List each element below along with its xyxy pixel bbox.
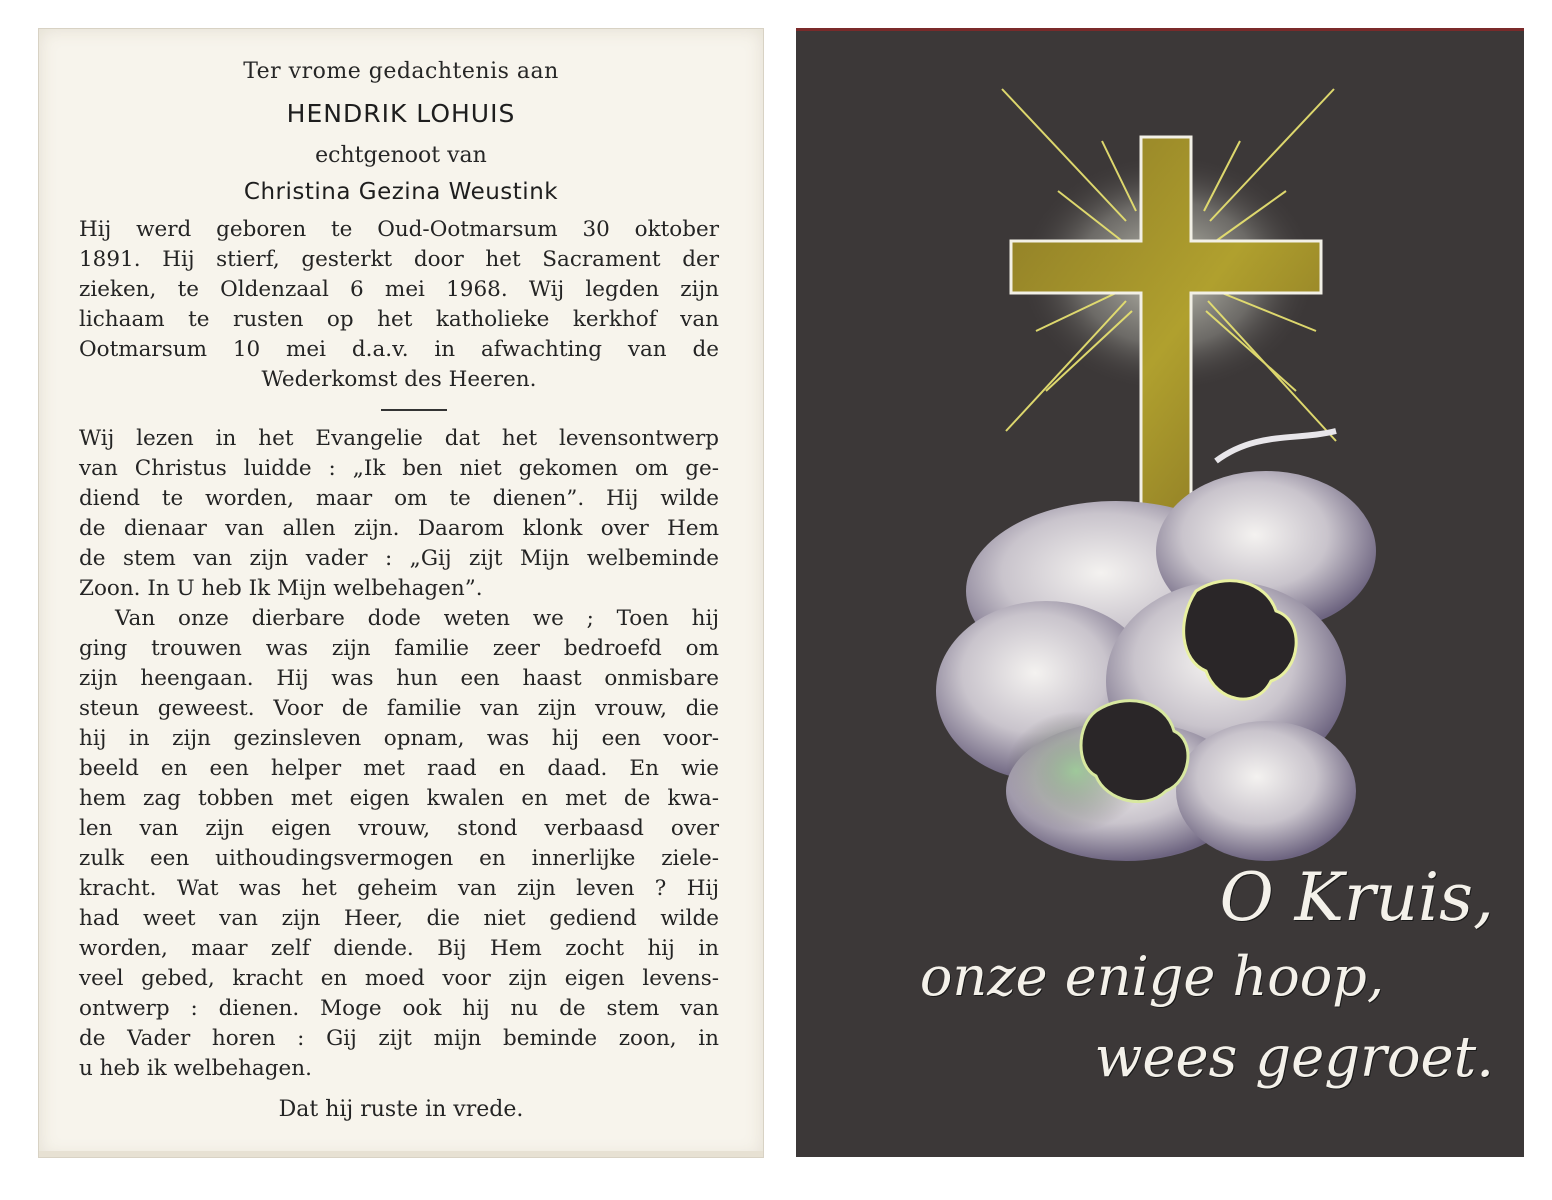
body-line: Zoon. In U heb Ik Mijn welbehagen”. <box>79 576 483 601</box>
body-line: de dienaar van allen zijn. Daarom klonk over Hem <box>79 516 719 541</box>
spouse-name: Christina Gezina Weustink <box>243 179 559 205</box>
body-line: diend te worden, maar om te dienen”. Hij wilde <box>79 486 719 511</box>
closing-line: Dat hij ruste in vrede. <box>278 1097 524 1122</box>
bio-line: Hij werd geboren te Oud-Ootmarsum 30 oktober <box>79 217 719 242</box>
body-line: steun geweest. Voor de familie van zijn vrouw, die <box>79 696 719 721</box>
body-line: u heb ik welbehagen. <box>79 1056 312 1081</box>
deceased-name: HENDRIK LOHUIS <box>286 99 516 128</box>
body-line: ontwerp : dienen. Moge ook hij nu de stem van <box>79 996 719 1021</box>
body-line: van Christus luidde : „Ik ben niet gekomen om ge- <box>79 456 719 481</box>
card-edge <box>39 1151 763 1157</box>
body-line: Van onze dierbare dode weten we ; Toen hij <box>115 606 719 631</box>
body-line: hij in zijn gezinsleven opnam, was hij een voor- <box>79 726 719 751</box>
bio-line: 1891. Hij stierf, gesterkt door het Sacrament der <box>79 247 719 272</box>
reflection-paragraph <box>79 424 719 1084</box>
verse-line-2: onze enige hoop, <box>919 945 1384 1008</box>
verse-line-1: O Kruis, <box>1219 859 1494 936</box>
body-line: beeld en een helper met raad en daad. En wie <box>79 756 719 781</box>
bio-line: Ootmarsum 10 mei d.a.v. in afwachting van de <box>79 337 719 362</box>
body-line: de Vader horen : Gij zijt mijn beminde zoon, in <box>79 1026 719 1051</box>
body-line: zijn heengaan. Hij was hun een haast onmisbare <box>79 666 719 691</box>
body-line: zulk een uithoudingsvermogen en innerlijke ziele- <box>79 846 719 871</box>
devotional-image-card <box>796 28 1524 1157</box>
biography-paragraph <box>79 215 719 395</box>
body-line: had weet van zijn Heer, die niet gediend wilde <box>79 906 719 931</box>
bio-line: Wederkomst des Heeren. <box>261 367 537 392</box>
body-line: kracht. Wat was het geheim van zijn leven ? Hij <box>79 876 719 901</box>
verse-line-3: wees gegroet. <box>1094 1025 1494 1090</box>
divider-rule <box>381 409 447 411</box>
body-line: ging trouwen was zijn familie zeer bedroefd om <box>79 636 719 661</box>
memorial-text-card <box>38 28 764 1158</box>
body-line: hem zag tobben met eigen kwalen en met de kwa- <box>79 786 719 811</box>
body-line: de stem van zijn vader : „Gij zijt Mijn welbeminde <box>79 546 719 571</box>
spouse-label: echtgenoot van <box>315 143 487 168</box>
body-line: worden, maar zelf diende. Bij Hem zocht hij in <box>79 936 719 961</box>
intro-text: Ter vrome gedachtenis aan <box>243 59 559 84</box>
bio-line: lichaam te rusten op het katholieke kerkhof van <box>79 307 719 332</box>
body-line: len van zijn eigen vrouw, stond verbaasd over <box>79 816 719 841</box>
bio-line: zieken, te Oldenzaal 6 mei 1968. Wij legden zijn <box>79 277 719 302</box>
body-line: veel gebed, kracht en moed voor zijn eigen levens- <box>79 966 719 991</box>
body-line: Wij lezen in het Evangelie dat het levensontwerp <box>79 426 719 451</box>
